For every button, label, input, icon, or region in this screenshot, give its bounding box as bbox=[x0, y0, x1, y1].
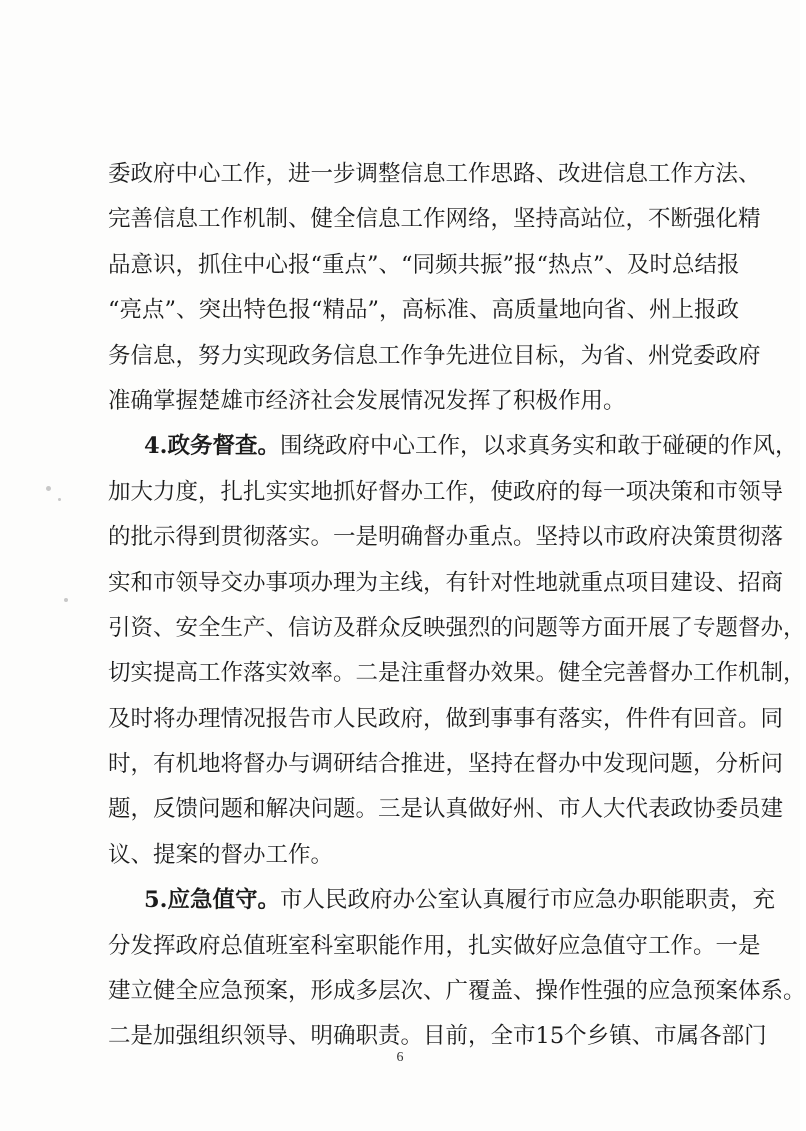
text-line bbox=[108, 833, 708, 878]
text-line bbox=[108, 515, 784, 560]
line-text: 完善信息工作机制、健全信息工作网络，坚持高站位，不断强化精 bbox=[108, 206, 761, 233]
line-text: 题，反馈问题和解决问题。三是认真做好州、市人大代表政协委员建 bbox=[108, 796, 784, 823]
section-heading: 4.政务督查。 bbox=[144, 433, 280, 460]
line-text: 围绕政府中心工作，以求真务实和敢于碰硬的作风， bbox=[280, 433, 798, 460]
text-line bbox=[108, 742, 784, 787]
line-text: 务信息，努力实现政务信息工作争先进位目标，为省、州党委政府 bbox=[108, 342, 761, 369]
text-line bbox=[108, 787, 784, 832]
scan-speck bbox=[64, 598, 68, 602]
line-text: 切实提高工作落实效率。二是注重督办效果。健全完善督办工作机制， bbox=[108, 660, 806, 687]
line-text: 建立健全应急预案，形成多层次、广覆盖、操作性强的应急预案体系。 bbox=[108, 978, 806, 1005]
line-text: 及时将办理情况报告市人民政府，做到事事有落实，件件有回音。同 bbox=[108, 705, 784, 732]
text-line bbox=[108, 334, 761, 379]
text-line bbox=[108, 561, 784, 606]
text-line bbox=[108, 424, 798, 469]
line-text: 时，有机地将督办与调研结合推进，坚持在督办中发现问题，分析问 bbox=[108, 751, 784, 778]
text-line bbox=[108, 288, 740, 333]
text-line bbox=[108, 152, 761, 197]
line-text: “亮点”、突出特色报“精品”，高标准、高质量地向省、州上报政 bbox=[108, 297, 740, 324]
text-line bbox=[108, 606, 806, 651]
scan-speck bbox=[46, 486, 51, 491]
line-text: 委政府中心工作，进一步调整信息工作思路、改进信息工作方法、 bbox=[108, 161, 761, 187]
text-line bbox=[108, 651, 806, 696]
text-line bbox=[108, 243, 740, 288]
line-text: 市人民政府办公室认真履行市应急办职能职责，充 bbox=[280, 887, 776, 914]
text-line bbox=[108, 379, 708, 424]
line-text: 分发挥政府总值班室科室职能作用，扎实做好应急值守工作。一是 bbox=[108, 932, 761, 959]
line-text: 议、提案的督办工作。 bbox=[108, 841, 334, 868]
section-heading: 5.应急值守。 bbox=[144, 887, 280, 914]
scan-speck bbox=[58, 498, 61, 501]
line-text: 准确掌握楚雄市经济社会发展情况发挥了积极作用。 bbox=[108, 387, 626, 414]
line-text: 加大力度，扎扎实实地抓好督办工作，使政府的每一项决策和市领导 bbox=[108, 478, 784, 505]
line-text: 品意识，抓住中心报“重点”、“同频共振”报“热点”、及时总结报 bbox=[108, 251, 740, 278]
line-text: 实和市领导交办事项办理为主线，有针对性地就重点项目建设、招商 bbox=[108, 569, 784, 596]
text-line bbox=[108, 697, 784, 742]
text-line bbox=[108, 924, 761, 969]
page-number: 6 bbox=[396, 1050, 404, 1065]
line-text: 二是加强组织领导、明确职责。目前，全市15个乡镇、市属各部门 bbox=[108, 1023, 767, 1050]
line-text: 的批示得到贯彻落实。一是明确督办重点。坚持以市政府决策贯彻落 bbox=[108, 524, 784, 551]
body-text bbox=[108, 152, 806, 1060]
text-line bbox=[108, 969, 806, 1014]
text-line bbox=[108, 470, 784, 515]
text-line bbox=[108, 878, 776, 923]
text-line bbox=[108, 197, 761, 242]
line-text: 引资、安全生产、信访及群众反映强烈的问题等方面开展了专题督办， bbox=[108, 614, 806, 641]
